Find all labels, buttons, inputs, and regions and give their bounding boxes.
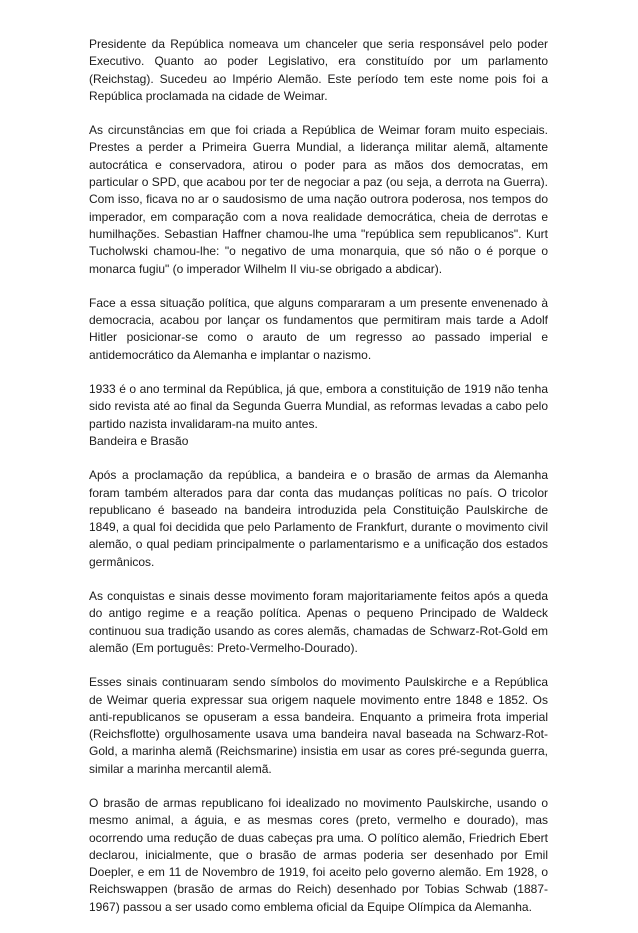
paragraph-coat-of-arms: O brasão de armas republicano foi idealizado no movimento Paulskirche, usando o mesmo animal, a águia, e as mesmas cores (preto, vermelho e dourado), mas ocorrendo uma redução de duas cabeças pra uma. O político alemão, Friedrich Ebert declarou, inicialmente, que o brasão de armas poderia ser desenhado por Emil Doepler, e em 11 de Novembro de 1919, foi aceito pelo governo alemão. Em 1928, o Reichswappen (brasão de armas do Reich) desenhado por Tobias Schwab (1887-1967) passou a ser usado como emblema oficial da Equipe Olímpica da Alemanha. (89, 795, 548, 914)
paragraph-flag-proclamation: Após a proclamação da república, a bandeira e o brasão de armas da Alemanha foram também alterados para dar conta das mudanças políticas no país. O tricolor republicano é baseado na bandeira introduzida pela Constituição Paulskirche de 1849, a qual foi decidida que pelo Parlamento de Frankfurt, durante o movimento civil alemão, o qual pediam principalmente o parlamentarismo e a unificação dos estados germânicos. (89, 468, 548, 569)
paragraph-weimar-circumstances: As circunstâncias em que foi criada a República de Weimar foram muito especiais. Prestes a perder a Primeira Guerra Mundial, a liderança militar alemã, altamente autocrática e conservadora, atirou o poder para as mãos dos democratas, em particular o SPD, que acabou por ter de negociar a paz (ou seja, a derrota na Guerra). Com isso, ficava no ar o saudosismo de uma nação outrora poderosa, nos tempos do imperador, em comparação com a nova realidade democrática, cheia de derrotas e humilhações. Sebastian Haffner chamou-lhe uma "república sem republicanos". Kurt Tucholwski chamou-lhe: "o negativo de uma monarquia, que só não o é porque o monarca fugiu" (o imperador Wilhelm II viu-se obrigado a abdicar). (89, 123, 548, 276)
paragraph-political-situation: Face a essa situação política, que alguns compararam a um presente envenenado à democracia, acabou por lançar os fundamentos que permitiram mais tarde a Adolf Hitler posicionar-se como o arauto de um regresso ao passado imperial e antidemocrático da Alemanha e implantar o nazismo. (89, 295, 548, 362)
paragraph-weimar-government: Presidente da República nomeava um chanceler que seria responsável pelo poder Executivo. Quanto ao poder Legislativo, era constituído por um parlamento (Reichstag). Sucedeu ao Império Alemão. Este período tem este nome pois foi a República proclamada na cidade de Weimar. (89, 37, 548, 103)
section-heading-flag-and-coat: Bandeira e Brasão (89, 433, 189, 448)
paragraph-1933-end: 1933 é o ano terminal da República, já que, embora a constituição de 1919 não tenha sido revista até ao final da Segunda Guerra Mundial, as reformas levadas a cabo pelo partido nazista invalidaram-na muito antes. (89, 382, 548, 431)
paragraph-movement-signs: As conquistas e sinais desse movimento foram majoritariamente feitos após a queda do antigo regime e a reação política. Apenas o pequeno Principado de Waldeck continuou sua tradição usando as cores alemãs, chamadas de Schwarz-Rot-Gold em alemão (Em português: Preto-Vermelho-Dourado). (89, 589, 548, 655)
paragraph-paulskirche-symbols: Esses sinais continuaram sendo símbolos do movimento Paulskirche e a República de Weimar queria expressar sua origem naquele movimento entre 1848 e 1852. Os anti-republicanos se opuseram a essa bandeira. Enquanto a primeira frota imperial (Reichsflotte) orgulhosamente usava uma bandeira naval baseada na Schwarz-Rot-Gold, a marinha alemã (Reichsmarine) insistia em usar as cores pré-segunda guerra, similar a marinha mercantil alemã. (89, 675, 548, 776)
document-page (89, 36, 548, 933)
